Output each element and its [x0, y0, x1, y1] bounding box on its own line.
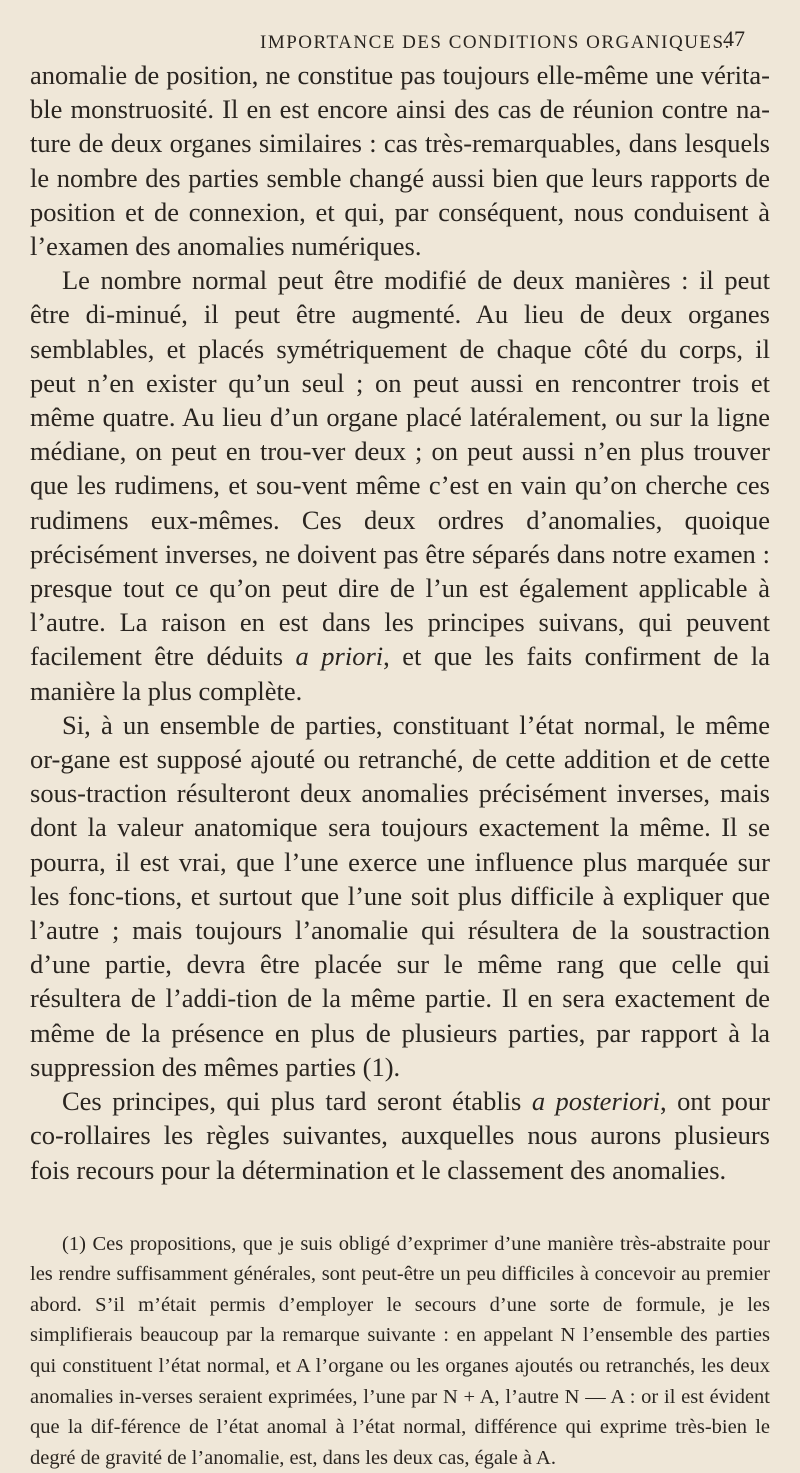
paragraph-4-text: Ces principes, qui plus tard seront établis: [62, 1086, 532, 1117]
paragraph-4-italic: a posteriori: [531, 1086, 661, 1117]
paragraph-4-text-end: , ont pour co-rollaires les règles suivantes, auxquelles nous aurons plusieurs fois recours pour la détermination et le classement des anomalies.: [30, 1086, 770, 1185]
footnote: (1) Ces propositions, que je suis obligé d’exprimer d’une manière très-abstraite pour les rendre suffisamment générales, sont peut-être un peu difficiles à concevoir au premier abord. S’il m’était permis d’employer le secours d’une sorte de formule, je les simplifierais beaucoup par la remarque suivante : en appelant N l’ensemble des parties qui constituent l’état normal, et A l’organe ou les organes ajoutés ou retranchés, les deux anomalies in-verses seraient exprimées, l’une par N + A, l’autre N — A : or il est évident que la dif-férence de l’état anomal à l’état normal, différence qui exprime très-bien le degré de gravité de l’anomalie, est, dans les deux cas, égale à A.: [30, 1232, 770, 1469]
page-number: 47: [723, 26, 745, 51]
paragraph-2-italic: a priori: [295, 641, 384, 672]
paragraph-4: [30, 1084, 770, 1187]
running-head: IMPORTANCE DES CONDITIONS ORGANIQUES.: [260, 32, 731, 53]
page-header: [30, 22, 770, 58]
paragraph-1: anomalie de position, ne constitue pas toujours elle-même une vérita-ble monstruosité. Il en est encore ainsi des cas de réunion contre na-ture de deux organes similaires : cas très-remarquables, dans lesquels le nombre des parties semble changé aussi bien que leurs rapports de position et de connexion, et qui, par conséquent, nous conduisent à l’examen des anomalies numériques.: [30, 60, 770, 262]
paragraph-2-text-end: , et que les faits confirment de la manière la plus complète.: [30, 641, 770, 706]
paragraph-2: [30, 263, 770, 708]
main-text: [30, 58, 770, 1187]
paragraph-2-text: Le nombre normal peut être modifié de deux manières : il peut être di-minué, il peut être augmenté. Au lieu de deux organes semblables, et placés symétriquement de chaque côté du corps, il peut n’en exister qu’un seul ; on peut aussi en rencontrer trois et même quatre. Au lieu d’un organe placé latéralement, ou sur la ligne médiane, on peut en trou-ver deux ; on peut aussi n’en plus trouver que les rudimens, et sou-vent même c’est en vain qu’on cherche ces rudimens eux-mêmes. Ces deux ordres d’anomalies, quoique précisément inverses, ne doivent pas être séparés dans notre examen : presque tout ce qu’on peut dire de l’un est également applicable à l’autre. La raison en est dans les principes suivans, qui peuvent facilement être déduits: [30, 265, 770, 672]
paragraph-3: Si, à un ensemble de parties, constituant l’état normal, le même or-gane est supposé ajouté ou retranché, de cette addition et de cette sous-traction résulteront deux anomalies précisément inverses, mais dont la valeur anatomique sera toujours exactement la même. Il se pourra, il est vrai, que l’une exerce une influence plus marquée sur les fonc-tions, et surtout que l’une soit plus difficile à expliquer que l’autre ; mais toujours l’anomalie qui résultera de la soustraction d’une partie, devra être placée sur le même rang que celle qui résultera de l’addi-tion de la même partie. Il en sera exactement de même de la présence en plus de plusieurs parties, par rapport à la suppression des mêmes parties (1).: [30, 709, 770, 1082]
